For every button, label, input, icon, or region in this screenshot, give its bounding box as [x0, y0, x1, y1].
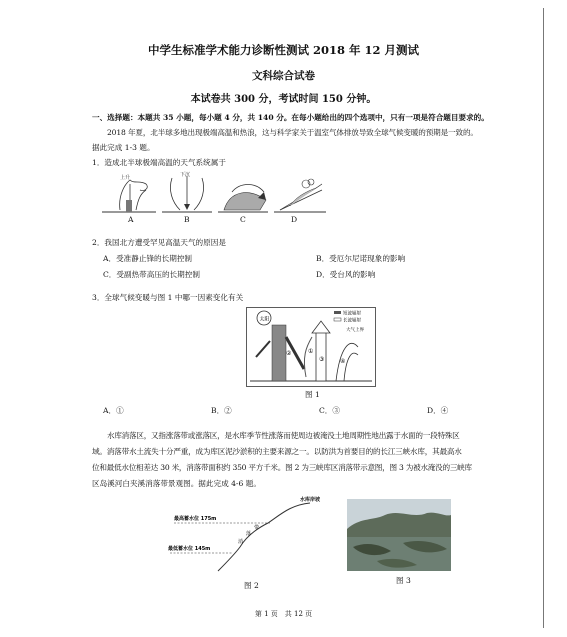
radiation-diagram — [246, 307, 376, 387]
q1-stem: 1．造成北半球极端高温的天气系统属于 — [92, 158, 226, 167]
q2-stem: 2．我国北方遭受罕见高温天气的原因是 — [92, 238, 226, 247]
exam-info: 本试卷共 300 分，考试时间 150 分钟。 — [190, 94, 377, 105]
q3-option-a: A．① — [103, 406, 124, 415]
marker-3: ③ — [319, 356, 325, 363]
legend-longwave: 长波辐射 — [343, 318, 361, 324]
q3-option-d: D．④ — [427, 406, 449, 415]
intro-line-1: 2018 年夏，北半球多地出现极端高温和热浪，这与科学家关于温室气体排放导致全球气候变暖的预期是一致的。 — [107, 128, 478, 137]
fig1-caption: 图 1 — [305, 390, 320, 399]
q2-option-d: D．受台风的影响 — [316, 270, 376, 279]
q1-label-b: B — [184, 215, 190, 224]
marker-4: ④ — [340, 358, 346, 365]
sun-label: 太阳 — [259, 316, 270, 323]
q1-diagram-c — [218, 185, 268, 213]
passage-line-1: 水库消落区，又指涨落带或涨落区，是水库季节性涨落而使周边被淹没土地周期性地出露于水面的一段特殊区 — [107, 431, 460, 440]
q2-option-a: A．受准静止锋的长期控制 — [103, 254, 193, 263]
fig2-caption: 图 2 — [244, 581, 259, 590]
legend-shortwave: 短波辐射 — [343, 311, 361, 317]
q2-option-c: C．受副热带高压的长期控制 — [103, 270, 200, 279]
section-heading: 一、选择题：本题共 35 小题，每小题 4 分，共 140 分。在每小题给出的四个选项中，只有一项是符合题目要求的。 — [92, 113, 489, 122]
q1-label-d: D — [291, 215, 298, 224]
reservoir-landscape-photo — [347, 499, 451, 571]
marker-2: ② — [286, 350, 292, 357]
q1-diagram-d — [274, 179, 326, 212]
q3-option-c: C．③ — [319, 406, 340, 415]
q3-stem: 3．全球气候变暖与图 1 中哪一因素变化有关 — [92, 293, 244, 302]
q1-label-down: 下沉 — [180, 172, 191, 178]
intro-line-2: 据此完成 1-3 题。 — [92, 143, 155, 152]
reservoir-profile-diagram — [160, 493, 340, 578]
exam-title: 中学生标准学术能力诊断性测试 2018 年 12 月测试 — [147, 43, 420, 57]
landscape-photo-illustration — [347, 499, 451, 571]
passage-line-2: 域。消落带水土流失十分严重，成为库区泥沙淤积的主要来源之一。以防洪为首要目的的长江三峡水库，其最高水 — [92, 447, 462, 456]
zone-char-2: 落 — [246, 531, 252, 537]
zone-char-3: 带 — [254, 525, 260, 531]
q1-diagram-b — [162, 171, 212, 212]
q1-label-c: C — [240, 215, 246, 224]
q1-label-up: 上升 — [120, 175, 131, 181]
exam-subtitle: 文科综合试卷 — [252, 70, 315, 82]
high-water-label: 最高蓄水位 175m — [174, 516, 217, 522]
q1-label-a: A — [128, 215, 134, 224]
page-footer: 第 1 页 共 12 页 — [254, 610, 313, 618]
legend-atmosphere-top: 大气上界 — [346, 328, 364, 333]
zone-char-1: 消 — [238, 539, 244, 545]
bank-slope-label: 水库岸坡 — [300, 497, 321, 503]
passage-line-3: 位和最低水位相差达 30 米，消落带面积约 350 平方千米。图 2 为三峡库区消落带示意图，图 3 为被水淹没的三峡库 — [92, 463, 472, 472]
fig3-caption: 图 3 — [396, 576, 411, 585]
low-water-label: 最低蓄水位 145m — [168, 546, 211, 552]
q2-option-b: B．受厄尔尼诺现象的影响 — [316, 254, 406, 263]
q1-diagram-a — [102, 174, 156, 212]
passage-line-4: 区岛溪河白夹溪消落带景观图。据此完成 4-6 题。 — [92, 479, 261, 488]
q3-option-b: B．② — [211, 406, 232, 415]
marker-1: ① — [308, 348, 314, 355]
